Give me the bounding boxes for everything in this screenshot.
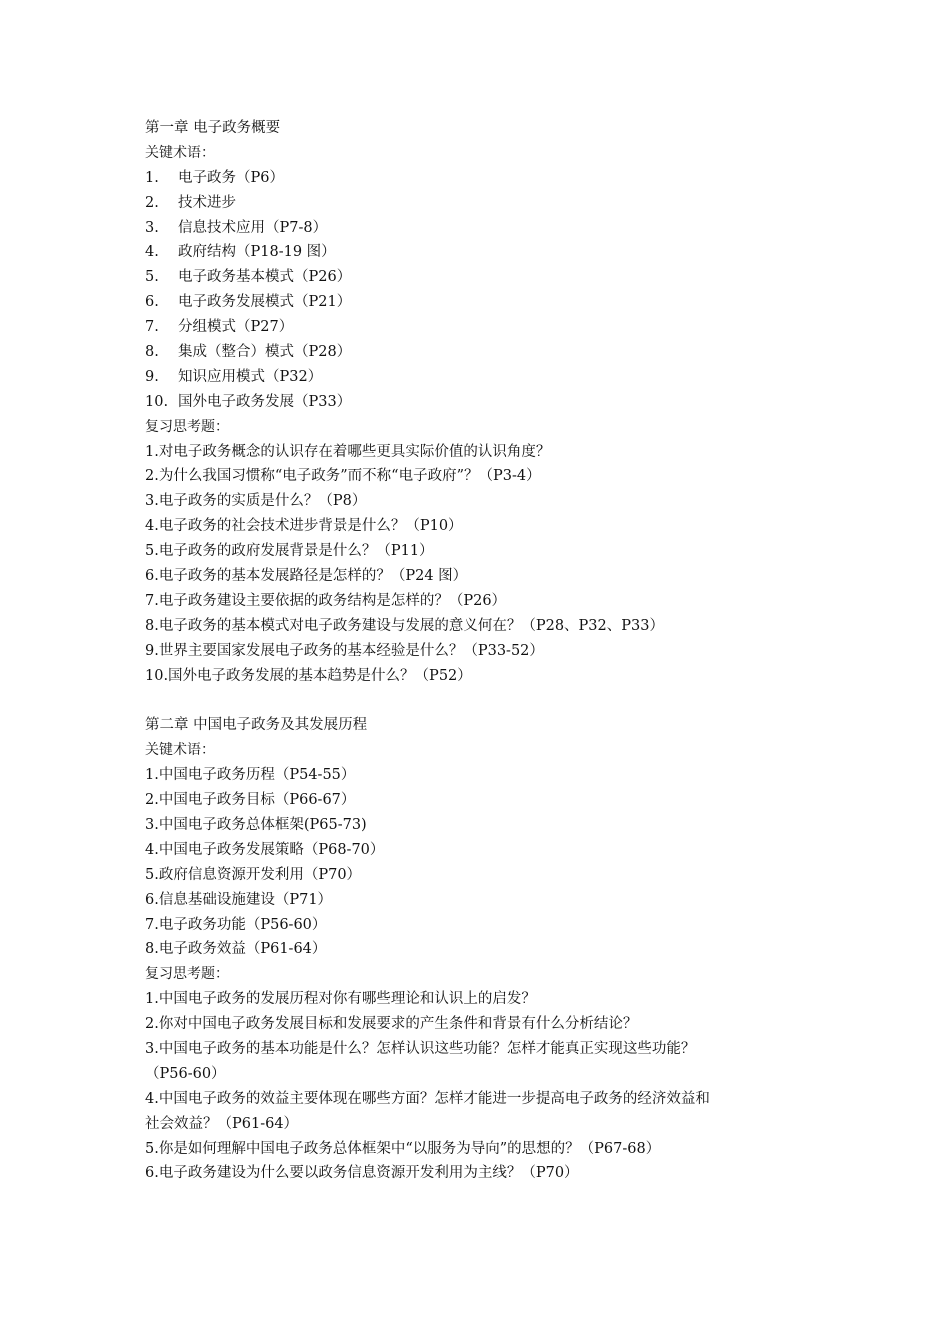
chapter2-question: 5.你是如何理解中国电子政务总体框架中“以服务为导向”的思想的？（P67-68） xyxy=(145,1140,661,1157)
term-number: 3. xyxy=(145,219,159,236)
term-text: 电子政务（P6） xyxy=(178,169,284,186)
chapter1-title: 第一章 电子政务概要 xyxy=(145,120,281,136)
term-number: 2. xyxy=(145,194,159,211)
term-number: 4. xyxy=(145,244,159,261)
document-page xyxy=(145,116,825,1186)
chapter1-question: 5.电子政务的政府发展背景是什么？（P11） xyxy=(145,543,434,560)
chapter2-term: 7.电子政务功能（P56-60） xyxy=(145,916,327,933)
chapter1-term xyxy=(145,240,825,265)
chapter1-questions-label: 复习思考题： xyxy=(145,418,229,435)
term-text: 技术进步 xyxy=(178,194,236,211)
term-text: 政府结构（P18-19 图） xyxy=(178,244,336,261)
chapter2-question-continued: 社会效益？（P61-64） xyxy=(145,1115,299,1132)
chapter1-term xyxy=(145,340,825,365)
term-number: 10. xyxy=(145,393,169,410)
chapter1-question: 3.电子政务的实质是什么？（P8） xyxy=(145,493,367,510)
chapter2-question: 3.中国电子政务的基本功能是什么？怎样认识这些功能？怎样才能真正实现这些功能？ xyxy=(145,1040,696,1057)
chapter1-question: 8.电子政务的基本模式对电子政务建设与发展的意义何在？（P28、P32、P33） xyxy=(145,617,664,634)
term-number: 8. xyxy=(145,344,159,361)
chapter2-terms-label: 关键术语： xyxy=(145,742,215,759)
chapter2-question: 6.电子政务建设为什么要以政务信息资源开发利用为主线？（P70） xyxy=(145,1165,579,1182)
chapter2-title: 第二章 中国电子政务及其发展历程 xyxy=(145,717,368,734)
chapter2-questions-label: 复习思考题： xyxy=(145,966,229,983)
chapter2-question-continued: （P56-60） xyxy=(145,1065,226,1082)
chapter2-question: 4.中国电子政务的效益主要体现在哪些方面？怎样才能进一步提高电子政务的经济效益和 xyxy=(145,1090,710,1107)
term-text: 电子政务基本模式（P26） xyxy=(178,269,352,286)
term-number: 9. xyxy=(145,368,159,385)
chapter1-term xyxy=(145,290,825,315)
term-text: 知识应用模式（P32） xyxy=(178,368,323,385)
chapter2-term: 3.中国电子政务总体框架(P65-73) xyxy=(145,816,367,833)
chapter1-question: 4.电子政务的社会技术进步背景是什么？（P10） xyxy=(145,518,463,535)
term-text: 国外电子政务发展（P33） xyxy=(178,393,352,410)
term-number: 1. xyxy=(145,169,159,186)
term-number: 5. xyxy=(145,269,159,286)
chapter2-term: 5.政府信息资源开发利用（P70） xyxy=(145,866,362,883)
chapter1-question: 2.为什么我国习惯称“电子政务”而不称“电子政府”？（P3-4） xyxy=(145,468,541,485)
chapter1-term xyxy=(145,191,825,216)
chapter2-term: 2.中国电子政务目标（P66-67） xyxy=(145,792,356,809)
chapter1-question: 10.国外电子政务发展的基本趋势是什么？（P52） xyxy=(145,667,472,684)
chapter2-term: 6.信息基础设施建设（P71） xyxy=(145,891,333,908)
chapter2-question: 2.你对中国电子政务发展目标和发展要求的产生条件和背景有什么分析结论？ xyxy=(145,1016,638,1033)
section-spacer xyxy=(145,688,825,713)
term-number: 6. xyxy=(145,294,159,311)
chapter1-question: 1.对电子政务概念的认识存在着哪些更具实际价值的认识角度？ xyxy=(145,443,551,460)
term-text: 分组模式（P27） xyxy=(178,319,294,336)
chapter1-term xyxy=(145,315,825,340)
chapter1-question: 7.电子政务建设主要依据的政务结构是怎样的？（P26） xyxy=(145,592,507,609)
chapter2-term: 1.中国电子政务历程（P54-55） xyxy=(145,767,356,784)
term-number: 7. xyxy=(145,319,159,336)
term-text: 信息技术应用（P7-8） xyxy=(178,219,328,236)
chapter2-term: 8.电子政务效益（P61-64） xyxy=(145,941,327,958)
chapter1-term xyxy=(145,216,825,241)
chapter1-term xyxy=(145,166,825,191)
chapter1-question: 9.世界主要国家发展电子政务的基本经验是什么？（P33-52） xyxy=(145,642,544,659)
chapter1-question: 6.电子政务的基本发展路径是怎样的？（P24 图） xyxy=(145,568,468,585)
chapter1-term xyxy=(145,365,825,390)
chapter1-term xyxy=(145,265,825,290)
chapter1-terms-label: 关键术语： xyxy=(145,144,215,161)
chapter1-term xyxy=(145,390,825,415)
chapter2-term: 4.中国电子政务发展策略（P68-70） xyxy=(145,841,385,858)
chapter2-question: 1.中国电子政务的发展历程对你有哪些理论和认识上的启发？ xyxy=(145,991,536,1008)
term-text: 电子政务发展模式（P21） xyxy=(178,294,352,311)
term-text: 集成（整合）模式（P28） xyxy=(178,344,352,361)
